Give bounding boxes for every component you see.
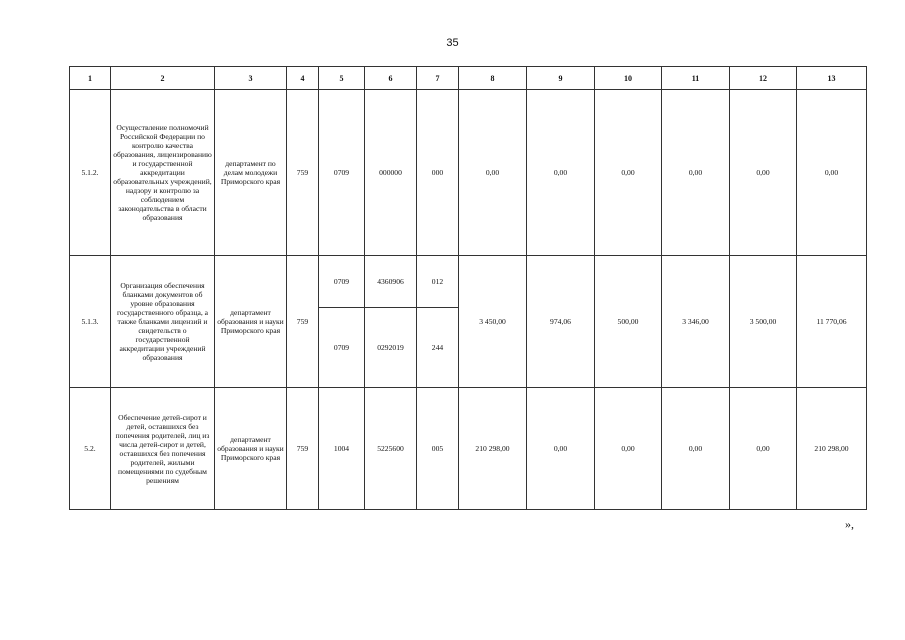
cell-col11: 0,00 xyxy=(662,388,730,510)
cell-col7: 244 xyxy=(417,308,459,388)
cell-col7: 000 xyxy=(417,90,459,256)
page-number: 35 xyxy=(446,37,459,49)
row-description: Обеспечение детей-сирот и детей, оставшихся без попечения родителей, лиц из числа детей-сирот и детей, оставшихся без попечения родителей, жилыми помещениями по судебным решениям xyxy=(111,388,215,510)
column-header: 11 xyxy=(662,67,730,90)
cell-col13: 11 770,06 xyxy=(797,256,867,388)
closing-quote-mark: », xyxy=(845,517,854,531)
cell-col4: 759 xyxy=(287,388,319,510)
column-header: 8 xyxy=(459,67,527,90)
cell-col8: 3 450,00 xyxy=(459,256,527,388)
cell-col9: 974,06 xyxy=(527,256,595,388)
column-header: 13 xyxy=(797,67,867,90)
cell-col6: 5225600 xyxy=(365,388,417,510)
cell-col5: 0709 xyxy=(319,308,365,388)
cell-col10: 500,00 xyxy=(595,256,662,388)
column-header: 4 xyxy=(287,67,319,90)
budget-table xyxy=(69,66,867,510)
cell-col5: 0709 xyxy=(319,90,365,256)
row-executor: департамент образования и науки Приморского края xyxy=(215,388,287,510)
row-code: 5.1.2. xyxy=(70,90,111,256)
row-code: 5.2. xyxy=(70,388,111,510)
cell-col4: 759 xyxy=(287,256,319,388)
header-row xyxy=(70,67,867,90)
column-header: 1 xyxy=(70,67,111,90)
cell-col11: 0,00 xyxy=(662,90,730,256)
column-header: 12 xyxy=(730,67,797,90)
column-header: 10 xyxy=(595,67,662,90)
cell-col5: 1004 xyxy=(319,388,365,510)
row-executor: департамент по делам молодежи Приморского края xyxy=(215,90,287,256)
row-description: Осуществление полномочий Российской Федерации по контролю качества образования, лицензированию и государственной аккредитации образовательных учреждений, надзору и контролю за соблюдением законодательства в области образования xyxy=(111,90,215,256)
table-row xyxy=(70,388,867,510)
row-description: Организация обеспечения бланками документов об уровне образования государственного образца, а также бланками лицензий и свидетельств о государственной аккредитации учреждений образования xyxy=(111,256,215,388)
column-header: 5 xyxy=(319,67,365,90)
cell-col12: 3 500,00 xyxy=(730,256,797,388)
cell-col6: 4360906 xyxy=(365,256,417,308)
cell-col11: 3 346,00 xyxy=(662,256,730,388)
cell-col13: 0,00 xyxy=(797,90,867,256)
cell-col8: 210 298,00 xyxy=(459,388,527,510)
column-header: 3 xyxy=(215,67,287,90)
cell-col4: 759 xyxy=(287,90,319,256)
cell-col6: 0292019 xyxy=(365,308,417,388)
table-row xyxy=(70,90,867,256)
cell-col12: 0,00 xyxy=(730,90,797,256)
cell-col7: 012 xyxy=(417,256,459,308)
cell-col10: 0,00 xyxy=(595,90,662,256)
row-executor: департамент образования и науки Приморского края xyxy=(215,256,287,388)
cell-col9: 0,00 xyxy=(527,388,595,510)
column-header: 9 xyxy=(527,67,595,90)
column-header: 7 xyxy=(417,67,459,90)
row-code: 5.1.3. xyxy=(70,256,111,388)
cell-col5: 0709 xyxy=(319,256,365,308)
cell-col12: 0,00 xyxy=(730,388,797,510)
cell-col7: 005 xyxy=(417,388,459,510)
column-header: 6 xyxy=(365,67,417,90)
cell-col6: 000000 xyxy=(365,90,417,256)
table-row xyxy=(70,256,867,308)
cell-col8: 0,00 xyxy=(459,90,527,256)
column-header: 2 xyxy=(111,67,215,90)
cell-col13: 210 298,00 xyxy=(797,388,867,510)
cell-col10: 0,00 xyxy=(595,388,662,510)
cell-col9: 0,00 xyxy=(527,90,595,256)
